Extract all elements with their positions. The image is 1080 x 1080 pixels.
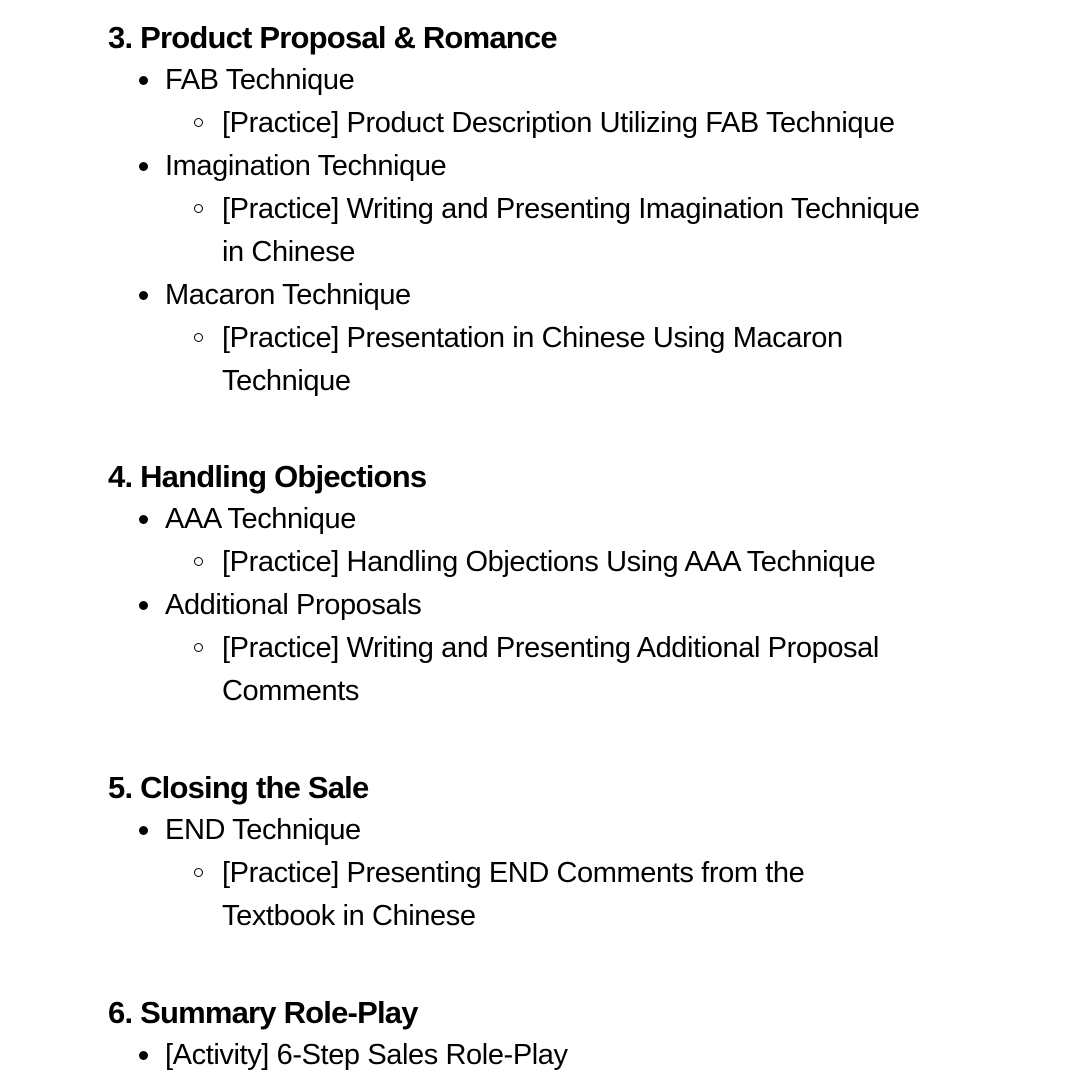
practice-item [165, 317, 922, 403]
topic-item [108, 1034, 1008, 1077]
practice-item [165, 188, 922, 274]
topic-item [108, 498, 1008, 584]
topic-list [108, 59, 1008, 403]
practice-label: [Practice] Product Description Utilizing FAB Technique [222, 107, 895, 139]
practice-label: [Practice] Presenting END Comments from the Textbook in Chinese [222, 857, 805, 932]
hollow-bullet-icon [194, 557, 203, 566]
section-heading: 5. Closing the Sale [108, 770, 369, 805]
section-heading: 6. Summary Role-Play [108, 995, 418, 1030]
hollow-bullet-icon [194, 643, 203, 652]
filled-bullet-icon [139, 826, 148, 835]
practice-item [165, 102, 922, 145]
practice-list [165, 852, 1008, 938]
topic-label: Macaron Technique [165, 279, 411, 311]
topic-item [108, 809, 1008, 938]
topic-label: Additional Proposals [165, 589, 422, 621]
practice-item [165, 627, 922, 713]
section-summary-role-play [108, 991, 1008, 1077]
topic-label: FAB Technique [165, 64, 355, 96]
filled-bullet-icon [139, 76, 148, 85]
topic-item [108, 145, 1008, 274]
hollow-bullet-icon [194, 118, 203, 127]
practice-label: [Practice] Writing and Presenting Additional Proposal Comments [222, 632, 879, 707]
practice-list [165, 627, 1008, 713]
topic-item [108, 274, 1008, 403]
practice-list [165, 188, 1008, 274]
section-handling-objections [108, 455, 1008, 713]
topic-item [108, 584, 1008, 713]
topic-list [108, 1034, 1008, 1077]
filled-bullet-icon [139, 1051, 148, 1060]
topic-label: END Technique [165, 814, 361, 846]
practice-list [165, 317, 1008, 403]
hollow-bullet-icon [194, 204, 203, 213]
section-heading: 4. Handling Objections [108, 459, 427, 494]
filled-bullet-icon [139, 515, 148, 524]
practice-item [165, 541, 922, 584]
section-product-proposal [108, 16, 1008, 403]
hollow-bullet-icon [194, 333, 203, 342]
practice-label: [Practice] Writing and Presenting Imagination Technique in Chinese [222, 193, 920, 268]
practice-list [165, 541, 1008, 584]
filled-bullet-icon [139, 162, 148, 171]
hollow-bullet-icon [194, 868, 203, 877]
topic-label: [Activity] 6-Step Sales Role-Play [165, 1039, 568, 1071]
practice-item [165, 852, 922, 938]
topic-item [108, 59, 1008, 145]
practice-label: [Practice] Presentation in Chinese Using Macaron Technique [222, 322, 843, 397]
section-closing-the-sale [108, 766, 1008, 938]
section-heading: 3. Product Proposal & Romance [108, 20, 557, 55]
practice-label: [Practice] Handling Objections Using AAA Technique [222, 546, 876, 578]
filled-bullet-icon [139, 291, 148, 300]
topic-list [108, 809, 1008, 938]
practice-list [165, 102, 1008, 145]
topic-list [108, 498, 1008, 713]
filled-bullet-icon [139, 601, 148, 610]
topic-label: AAA Technique [165, 503, 356, 535]
topic-label: Imagination Technique [165, 150, 447, 182]
